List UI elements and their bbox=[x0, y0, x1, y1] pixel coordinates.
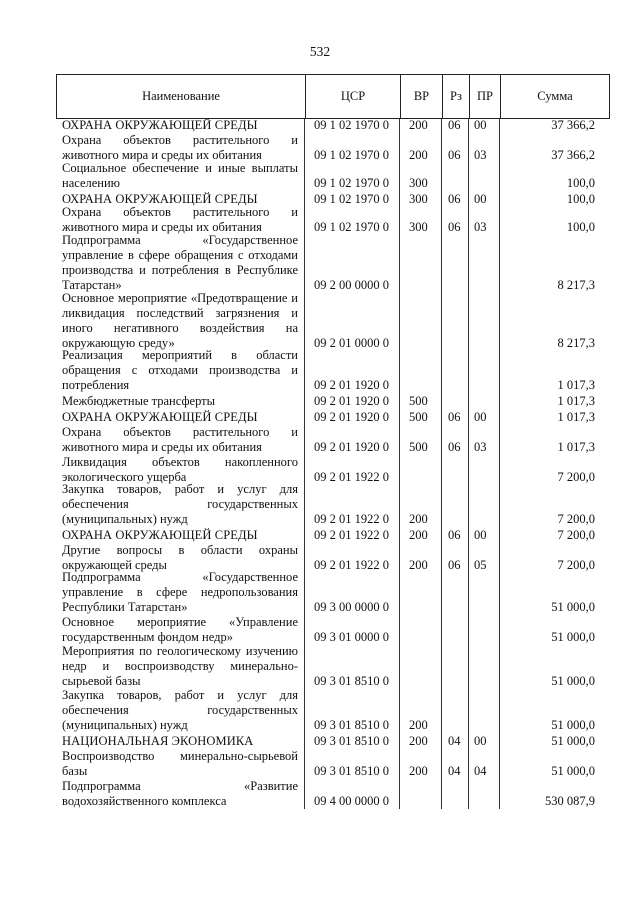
row-pr: 00 bbox=[474, 118, 487, 132]
row-sum: 1 017,3 bbox=[557, 394, 595, 408]
table-row bbox=[0, 394, 640, 409]
row-pr: 03 bbox=[474, 148, 487, 162]
row-sum: 1 017,3 bbox=[557, 410, 595, 424]
row-vr: 200 bbox=[409, 764, 428, 778]
table-row bbox=[0, 205, 640, 235]
row-csr: 09 1 02 1970 0 bbox=[314, 220, 389, 234]
row-csr: 09 2 01 1922 0 bbox=[314, 470, 389, 484]
row-pr: 05 bbox=[474, 558, 487, 572]
row-name: НАЦИОНАЛЬНАЯ ЭКОНОМИКА bbox=[62, 734, 254, 748]
column-header-name: Наименование bbox=[142, 89, 220, 103]
row-pr: 00 bbox=[474, 734, 487, 748]
row-rz: 06 bbox=[448, 410, 461, 424]
table-row bbox=[0, 133, 640, 163]
row-csr: 09 3 01 8510 0 bbox=[314, 674, 389, 688]
row-sum: 51 000,0 bbox=[551, 630, 595, 644]
row-csr: 09 2 01 1922 0 bbox=[314, 558, 389, 572]
row-sum: 51 000,0 bbox=[551, 718, 595, 732]
row-name: Закупка товаров, работ и услуг для обеспечения государственных (муниципальных) нужд bbox=[62, 688, 298, 732]
row-sum: 7 200,0 bbox=[557, 528, 595, 542]
row-csr: 09 2 01 0000 0 bbox=[314, 336, 389, 350]
row-csr: 09 1 02 1970 0 bbox=[314, 118, 389, 132]
row-pr: 00 bbox=[474, 528, 487, 542]
row-name: Закупка товаров, работ и услуг для обеспечения государственных (муниципальных) нужд bbox=[62, 482, 298, 526]
row-pr: 03 bbox=[474, 440, 487, 454]
row-csr: 09 2 00 0000 0 bbox=[314, 278, 389, 292]
row-sum: 51 000,0 bbox=[551, 600, 595, 614]
row-sum: 100,0 bbox=[566, 192, 595, 206]
row-csr: 09 1 02 1970 0 bbox=[314, 148, 389, 162]
row-sum: 1 017,3 bbox=[557, 440, 595, 454]
row-sum: 7 200,0 bbox=[557, 512, 595, 526]
table-row bbox=[0, 779, 640, 809]
table-row bbox=[0, 455, 640, 485]
row-vr: 200 bbox=[409, 512, 428, 526]
row-rz: 06 bbox=[448, 192, 461, 206]
table-row bbox=[0, 161, 640, 191]
row-csr: 09 2 01 1920 0 bbox=[314, 394, 389, 408]
column-header-csr: ЦСР bbox=[340, 89, 366, 103]
row-csr: 09 1 02 1970 0 bbox=[314, 176, 389, 190]
table-row bbox=[0, 644, 640, 689]
row-rz: 04 bbox=[448, 734, 461, 748]
row-name: Охрана объектов растительного и животного мира и среды их обитания bbox=[62, 133, 298, 162]
row-pr: 04 bbox=[474, 764, 487, 778]
column-header-rz: Рз bbox=[450, 89, 462, 103]
row-sum: 530 087,9 bbox=[545, 794, 595, 808]
row-vr: 300 bbox=[409, 176, 428, 190]
row-name: Реализация мероприятий в области обращения с отходами производства и потребления bbox=[62, 348, 298, 392]
row-name: ОХРАНА ОКРУЖАЮЩЕЙ СРЕДЫ bbox=[62, 410, 258, 424]
row-sum: 37 366,2 bbox=[551, 118, 595, 132]
row-csr: 09 2 01 1920 0 bbox=[314, 410, 389, 424]
row-name: ОХРАНА ОКРУЖАЮЩЕЙ СРЕДЫ bbox=[62, 528, 258, 542]
row-sum: 51 000,0 bbox=[551, 674, 595, 688]
row-csr: 09 3 01 8510 0 bbox=[314, 764, 389, 778]
row-vr: 200 bbox=[409, 528, 428, 542]
row-vr: 500 bbox=[409, 394, 428, 408]
table-row bbox=[0, 749, 640, 779]
table-row bbox=[0, 528, 640, 543]
table-row bbox=[0, 348, 640, 393]
table-row bbox=[0, 543, 640, 573]
row-csr: 09 2 01 1922 0 bbox=[314, 512, 389, 526]
row-name: Основное мероприятие «Предотвращение и ликвидация последствий загрязнения и иного негативного воздействия на окружающую среду» bbox=[62, 291, 298, 350]
row-csr: 09 3 01 8510 0 bbox=[314, 718, 389, 732]
row-vr: 300 bbox=[409, 220, 428, 234]
column-header-pr: ПР bbox=[477, 89, 493, 103]
row-name: Ликвидация объектов накопленного экологического ущерба bbox=[62, 455, 298, 484]
row-rz: 06 bbox=[448, 148, 461, 162]
table-row bbox=[0, 734, 640, 749]
row-name: Охрана объектов растительного и животного мира и среды их обитания bbox=[62, 205, 298, 234]
row-name: Подпрограмма «Государственное управление в сфере обращения с отходами производства и потребления в Республике Татарстан» bbox=[62, 233, 298, 292]
row-rz: 06 bbox=[448, 440, 461, 454]
table-row bbox=[0, 482, 640, 527]
row-vr: 500 bbox=[409, 440, 428, 454]
row-vr: 200 bbox=[409, 148, 428, 162]
table-row bbox=[0, 233, 640, 293]
row-name: Мероприятия по геологическому изучению недр и воспроизводству минерально-сырьевой базы bbox=[62, 644, 298, 688]
row-csr: 09 3 01 8510 0 bbox=[314, 734, 389, 748]
row-rz: 06 bbox=[448, 220, 461, 234]
row-csr: 09 3 01 0000 0 bbox=[314, 630, 389, 644]
row-pr: 03 bbox=[474, 220, 487, 234]
page-number: 532 bbox=[309, 44, 331, 59]
row-vr: 200 bbox=[409, 558, 428, 572]
row-rz: 04 bbox=[448, 764, 461, 778]
row-sum: 7 200,0 bbox=[557, 558, 595, 572]
row-vr: 200 bbox=[409, 734, 428, 748]
row-rz: 06 bbox=[448, 118, 461, 132]
row-csr: 09 2 01 1920 0 bbox=[314, 378, 389, 392]
table-row bbox=[0, 688, 640, 733]
table-row bbox=[0, 570, 640, 615]
column-header-vr: ВР bbox=[413, 89, 430, 103]
row-pr: 00 bbox=[474, 192, 487, 206]
row-sum: 51 000,0 bbox=[551, 764, 595, 778]
row-sum: 100,0 bbox=[566, 220, 595, 234]
row-sum: 51 000,0 bbox=[551, 734, 595, 748]
row-name: ОХРАНА ОКРУЖАЮЩЕЙ СРЕДЫ bbox=[62, 192, 258, 206]
row-sum: 37 366,2 bbox=[551, 148, 595, 162]
row-name: Основное мероприятие «Управление государственным фондом недр» bbox=[62, 615, 298, 644]
row-sum: 1 017,3 bbox=[557, 378, 595, 392]
row-name: ОХРАНА ОКРУЖАЮЩЕЙ СРЕДЫ bbox=[62, 118, 258, 132]
row-sum: 8 217,3 bbox=[557, 336, 595, 350]
row-vr: 500 bbox=[409, 410, 428, 424]
row-sum: 8 217,3 bbox=[557, 278, 595, 292]
table-row bbox=[0, 118, 640, 133]
row-name: Подпрограмма «Государственное управление в сфере недропользования Республики Татарстан» bbox=[62, 570, 298, 614]
row-csr: 09 3 00 0000 0 bbox=[314, 600, 389, 614]
row-rz: 06 bbox=[448, 528, 461, 542]
row-pr: 00 bbox=[474, 410, 487, 424]
row-name: Воспроизводство минерально-сырьевой базы bbox=[62, 749, 298, 778]
table-row bbox=[0, 291, 640, 351]
row-name: Межбюджетные трансферты bbox=[62, 394, 216, 408]
row-sum: 7 200,0 bbox=[557, 470, 595, 484]
row-csr: 09 4 00 0000 0 bbox=[314, 794, 389, 808]
row-name: Охрана объектов растительного и животного мира и среды их обитания bbox=[62, 425, 298, 454]
table-row bbox=[0, 615, 640, 645]
row-name: Социальное обеспечение и иные выплаты населению bbox=[62, 161, 298, 190]
table-row bbox=[0, 425, 640, 455]
row-vr: 300 bbox=[409, 192, 428, 206]
row-csr: 09 1 02 1970 0 bbox=[314, 192, 389, 206]
row-csr: 09 2 01 1920 0 bbox=[314, 440, 389, 454]
row-rz: 06 bbox=[448, 558, 461, 572]
row-name: Другие вопросы в области охраны окружающей среды bbox=[62, 543, 298, 572]
row-csr: 09 2 01 1922 0 bbox=[314, 528, 389, 542]
row-sum: 100,0 bbox=[566, 176, 595, 190]
row-name: Подпрограмма «Развитие водохозяйственного комплекса bbox=[62, 779, 298, 808]
table-row bbox=[0, 410, 640, 425]
column-header-sum: Сумма bbox=[537, 89, 573, 103]
row-vr: 200 bbox=[409, 718, 428, 732]
row-vr: 200 bbox=[409, 118, 428, 132]
